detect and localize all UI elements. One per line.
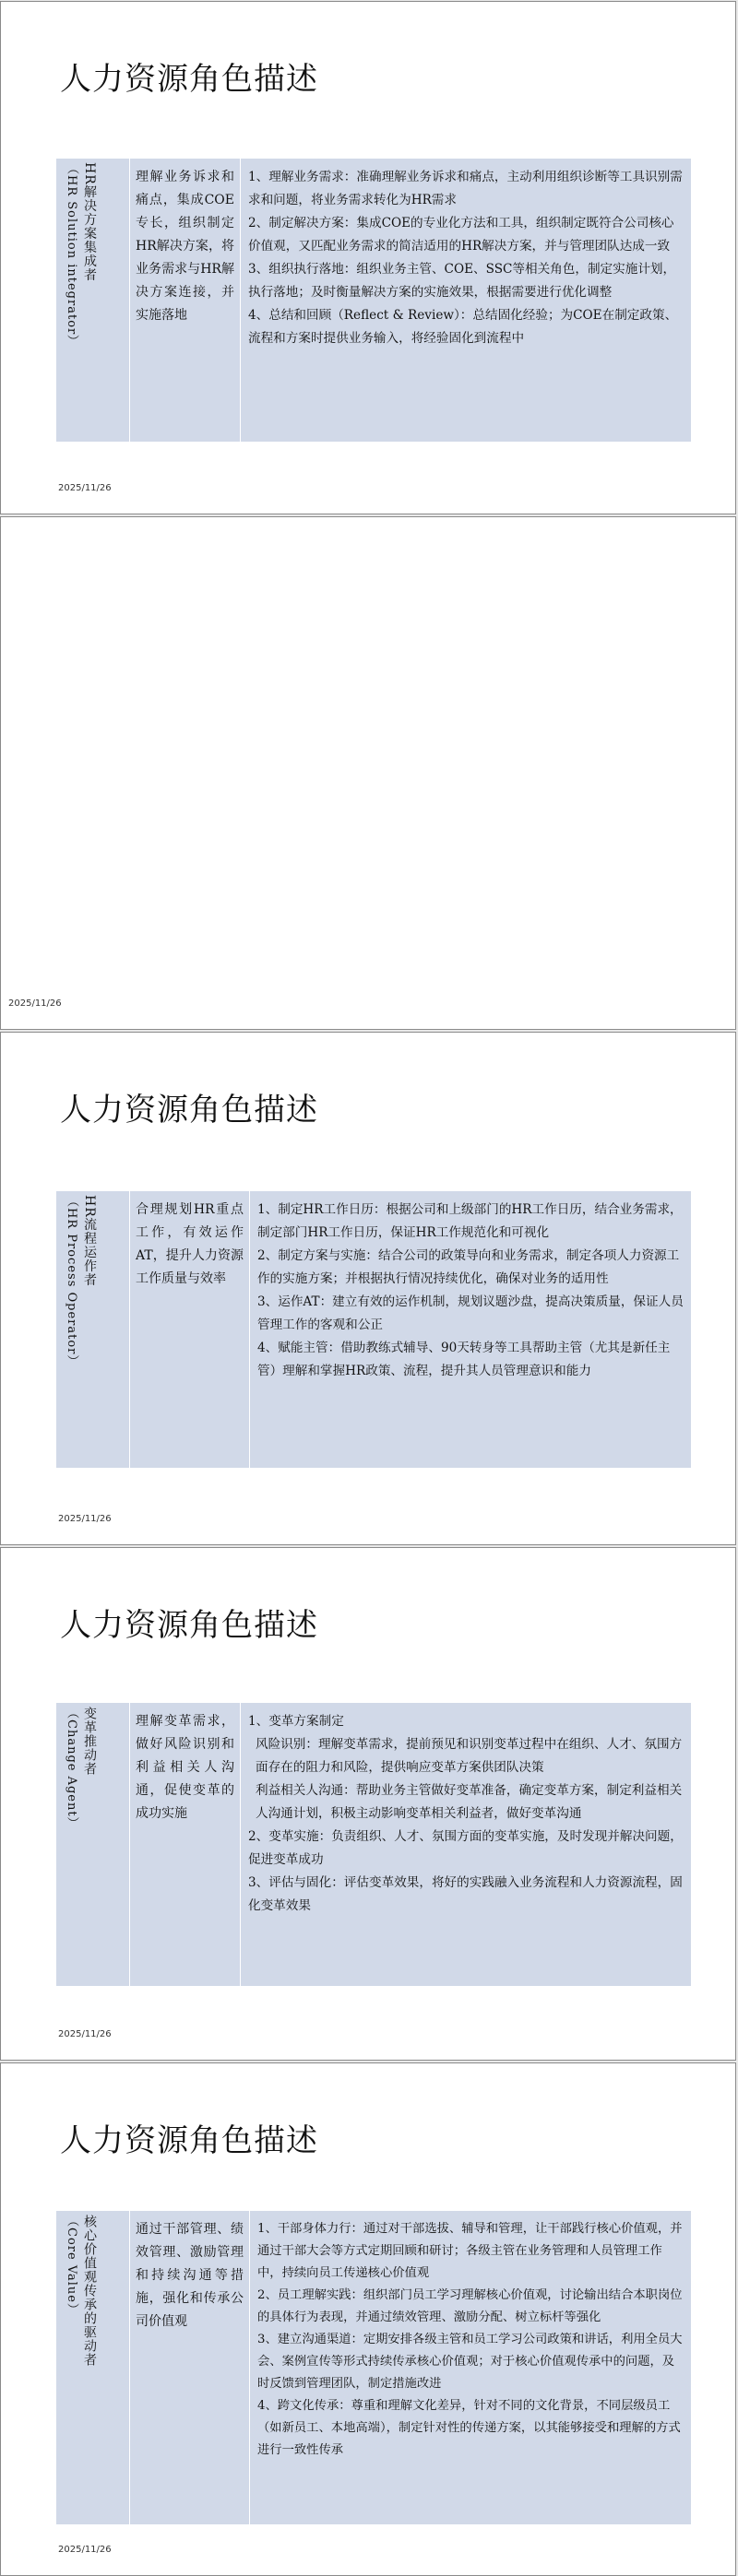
- slide-2: [0, 516, 736, 1030]
- slide-date: 2025/11/26: [58, 483, 112, 493]
- slide-title: 人力资源角色描述: [60, 61, 318, 98]
- role-details: [241, 1703, 691, 1986]
- role-details: [241, 159, 691, 442]
- role-name-cn: 核心价值观传承的驱动者: [82, 2215, 97, 2367]
- role-name-cn: HR流程运作者: [82, 1195, 97, 1287]
- detail-item: 3、评估与固化：评估变革效果，将好的实践融入业务流程和人力资源流程，固化变革效果: [248, 1875, 683, 1913]
- detail-item: 3、组织执行落地：组织业务主管、COE、SSC等相关角色，制定实施计划，执行落地；及时衡量解决方案的实施效果，根据需要进行优化调整: [248, 262, 676, 300]
- role-table: [56, 1191, 691, 1468]
- detail-item: 2、员工理解实践：组织部门员工学习理解核心价值观，讨论输出结合本职岗位的具体行为表现，并通过绩效管理、激励分配、树立标杆等强化: [257, 2288, 683, 2324]
- role-cell: [56, 1191, 130, 1468]
- role-summary: 合理规划HR重点工作，有效运作AT，提升人力资源工作质量与效率: [130, 1191, 250, 1468]
- slide-1: [0, 1, 736, 514]
- role-summary: 通过干部管理、绩效管理、激励管理和持续沟通等措施，强化和传承公司价值观: [130, 2211, 250, 2524]
- slide-3: [0, 1032, 736, 1545]
- slide-date: 2025/11/26: [58, 2545, 112, 2555]
- detail-item: 4、跨文化传承：尊重和理解文化差异，针对不同的文化背景，不同层级员工（如新员工、本地高端），制定针对性的传递方案，以其能够接受和理解的方式进行一致性传承: [257, 2399, 681, 2457]
- detail-item: 2、制定解决方案：集成COE的专业化方法和工具，组织制定既符合公司核心价值观，又匹配业务需求的简洁适用的HR解决方案，并与管理团队达成一致: [248, 216, 674, 254]
- role-name-en: （Core Value）: [65, 2215, 78, 2316]
- role-table: [56, 2211, 691, 2524]
- role-details: [250, 2211, 691, 2524]
- detail-item: 1、变革方案制定: [248, 1714, 344, 1729]
- role-cell: [56, 159, 130, 442]
- role-table: [56, 159, 691, 442]
- role-name-en: （Change Agent）: [65, 1707, 78, 1830]
- detail-item: 3、建立沟通渠道：定期安排各级主管和员工学习公司政策和讲话，利用全员大会、案例宣传等形式持续传承核心价值观；对于核心价值观传承中的问题，及时反馈到管理团队，制定措施改进: [257, 2333, 683, 2391]
- role-name-cn: HR解决方案集成者: [82, 162, 97, 282]
- role-details: [250, 1191, 691, 1468]
- role-name-en: （HR Process Operator）: [65, 1195, 78, 1368]
- slide-title: 人力资源角色描述: [60, 2122, 318, 2159]
- role-name-en: （HR Solution integrator）: [65, 162, 78, 349]
- detail-item: 1、干部身体力行：通过对干部选拔、辅导和管理，让干部践行核心价值观，并通过干部大会等方式定期回顾和研讨；各级主管在业务管理和人员管理工作中，持续向员工传递核心价值观: [257, 2222, 683, 2280]
- detail-item: 2、变革实施：负责组织、人才、氛围方面的变革实施，及时发现并解决问题，促进变革成功: [248, 1829, 683, 1867]
- detail-item: 2、制定方案与实施：结合公司的政策导向和业务需求，制定各项人力资源工作的实施方案；并根据执行情况持续优化，确保对业务的适用性: [257, 1248, 680, 1286]
- detail-item: 4、总结和回顾（Reflect & Review）：总结固化经验；为COE在制定政策、流程和方案时提供业务输入，将经验固化到流程中: [248, 308, 678, 346]
- detail-item: 利益相关人沟通：帮助业务主管做好变革准备，确定变革方案，制定利益相关人沟通计划，积极主动影响变革相关利益者，做好变革沟通: [256, 1783, 683, 1821]
- slide-4: [0, 1547, 736, 2061]
- slide-5: [0, 2062, 736, 2576]
- slide-title: 人力资源角色描述: [60, 1607, 318, 1644]
- role-summary: 理解变革需求，做好风险识别和利益相关人沟通，促使变革的成功实施: [130, 1703, 241, 1986]
- slide-date: 2025/11/26: [8, 998, 62, 1009]
- role-cell: [56, 1703, 130, 1986]
- role-name-cn: 变革推动者: [82, 1707, 97, 1776]
- slide-date: 2025/11/26: [58, 1514, 112, 1524]
- detail-item: 1、理解业务需求：准确理解业务诉求和痛点，主动利用组织诊断等工具识别需求和问题，将业务需求转化为HR需求: [248, 170, 683, 207]
- detail-item: 风险识别：理解变革需求，提前预见和识别变革过程中在组织、人才、氛围方面存在的阻力和风险，提供响应变革方案供团队决策: [256, 1737, 683, 1775]
- detail-item: 4、赋能主管：借助教练式辅导、90天转身等工具帮助主管（尤其是新任主管）理解和掌握HR政策、流程，提升其人员管理意识和能力: [257, 1341, 671, 1378]
- role-cell: [56, 2211, 130, 2524]
- role-table: [56, 1703, 691, 1986]
- slide-title: 人力资源角色描述: [60, 1092, 318, 1128]
- detail-item: 3、运作AT：建立有效的运作机制，规划议题沙盘，提高决策质量，保证人员管理工作的客观和公正: [257, 1294, 684, 1332]
- slide-date: 2025/11/26: [58, 2029, 112, 2039]
- role-summary: 理解业务诉求和痛点，集成COE专长，组织制定HR解决方案，将业务需求与HR解决方案连接，并实施落地: [130, 159, 241, 442]
- detail-item: 1、制定HR工作日历：根据公司和上级部门的HR工作日历，结合业务需求，制定部门HR工作日历，保证HR工作规范化和可视化: [257, 1202, 683, 1240]
